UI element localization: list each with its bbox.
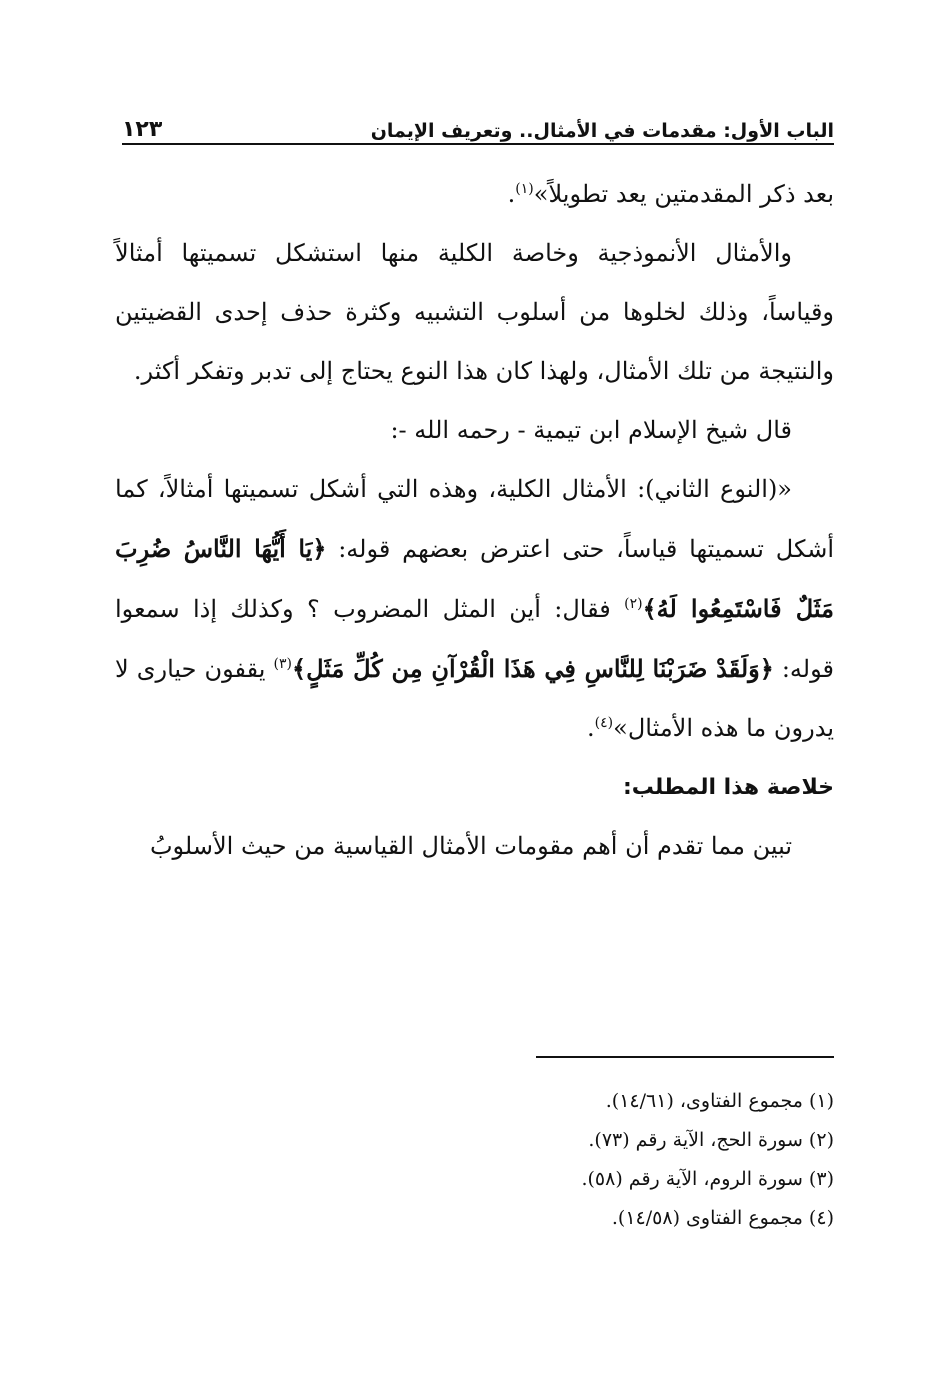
footnote-ref-4: (٤) [594,715,614,731]
paragraph-2: والأمثال الأنموذجية وخاصة الكلية منها استشكل تسميتها أمثالاً وقياساً، وذلك لخلوها من أسلوب التشبيه وكثرة حذف إحدى القضيتين والنتيجة من تلك الأمثال، ولهذا كان هذا النوع يحتاج إلى تدبر وتفكر أكثر. [115,239,835,385]
footnote-3: (٣) سورة الروم، الآية رقم (٥٨). [581,1168,834,1190]
footnotes [115,1082,834,1238]
footnote-2: (٢) سورة الحج، الآية رقم (٧٣). [588,1129,834,1151]
quotation-text-b: فقال: أين المثل المضروب ؟ وكذلك إذا سمعوا قوله: [115,595,834,683]
paragraph-1-text: بعد ذكر المقدمتين يعد تطويلاً» [533,180,834,208]
quran-verse-1: ﴿يَا أَيُّهَا النَّاسُ ضُرِبَ مَثَلٌ فَاسْتَمِعُوا لَهُ﴾ [115,534,834,623]
paragraph-1 [115,165,834,224]
main-text [115,165,834,876]
footnote-4: (٤) مجموع الفتاوى (١٤/٥٨). [611,1207,834,1229]
quran-verse-2: ﴿وَلَقَدْ ضَرَبْنَا لِلنَّاسِ فِي هَذَا الْقُرْآنِ مِن كُلِّ مَثَلٍ﴾ [292,654,774,683]
quotation-text-c: يقفون حيارى لا يدرون ما هذه الأمثال» [115,655,834,742]
quotation-text-a: «(النوع الثاني): الأمثال الكلية، وهذه التي أشكل تسميتها أمثالاً، كما أشكل تسميتها قياساً، حتى اعترض بعضهم قوله: [115,475,834,563]
footnote-ref-1: (١) [515,181,534,197]
paragraph-3: قال شيخ الإسلام ابن تيمية - رحمه الله -: [390,416,792,444]
footnote-ref-3: (٣) [273,656,292,672]
footnote-1: (١) مجموع الفتاوى، (١٤/٦١). [605,1090,834,1112]
paragraph-1-end: . [507,180,516,208]
running-title: الباب الأول: مقدمات في الأمثال.. وتعريف الإيمان [370,120,834,142]
footnote-ref-2: (٢) [624,596,643,612]
header-rule [122,143,834,145]
quotation-end: . [587,714,595,742]
footnote-rule [536,1056,834,1058]
page-number: ١٢٣ [122,117,163,142]
section-heading: خلاصة هذا المطلب: [622,775,834,800]
quotation-paragraph [115,460,834,758]
paragraph-5: تبين مما تقدم أن أهم مقومات الأمثال القياسية من حيث الأسلوبُ [149,832,792,860]
page-header [122,108,834,142]
